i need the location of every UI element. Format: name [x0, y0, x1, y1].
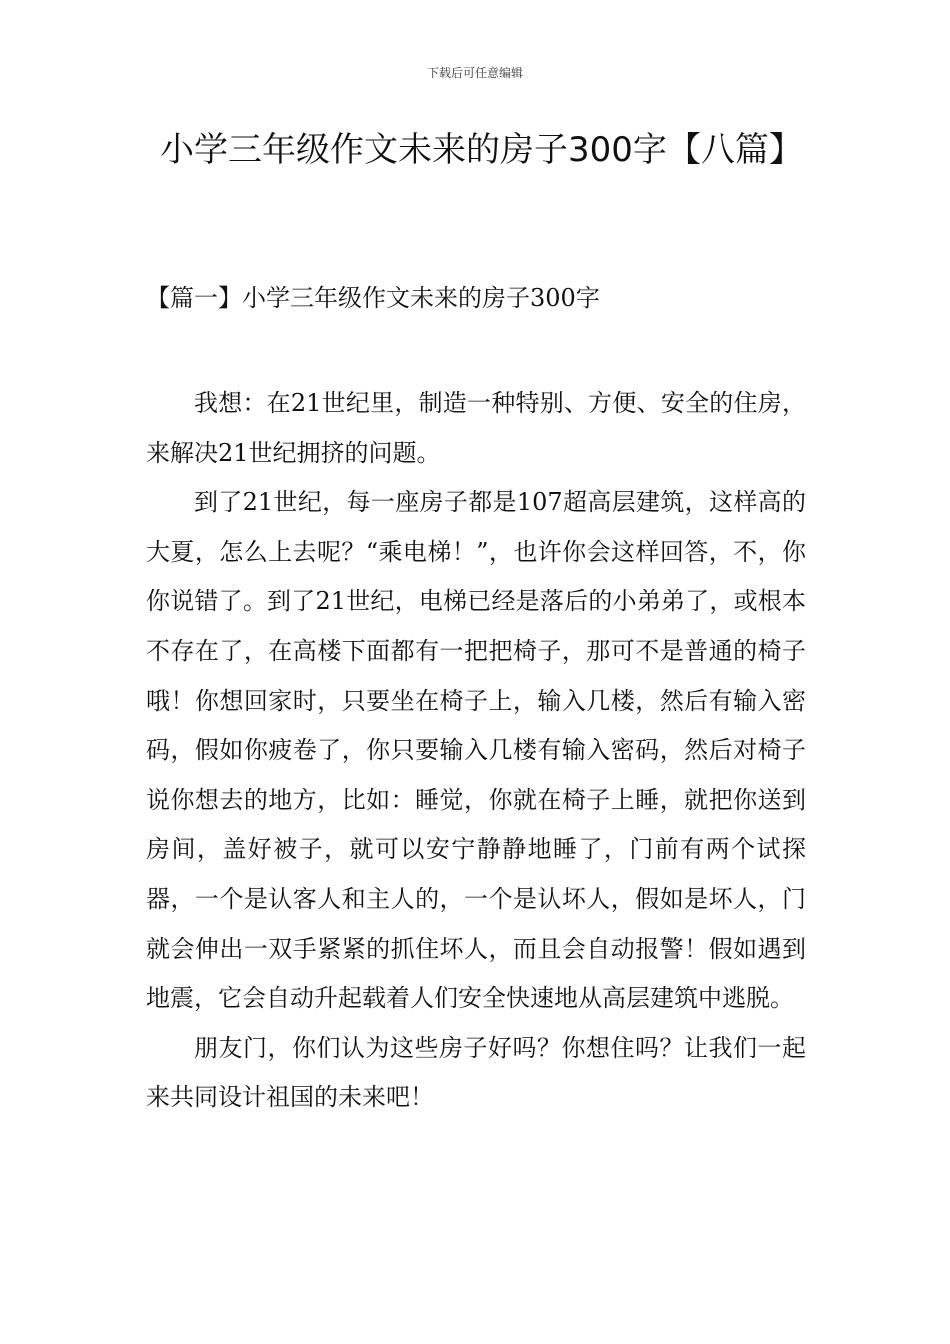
paragraph: 到了21世纪，每一座房子都是107超高层建筑，这样高的大夏，怎么上去呢？“乘电梯！”，也许你会这样回答，不，你你说错了。到了21世纪，电梯已经是落后的小弟弟了，或根本不存在了，在高楼下面都有一把把椅子，那可不是普通的椅子哦！你想回家时，只要坐在椅子上，输入几楼，然后有输入密码，假如你疲卷了，你只要输入几楼有输入密码，然后对椅子说你想去的地方，比如：睡觉，你就在椅子上睡，就把你送到房间，盖好被子，就可以安宁静静地睡了，门前有两个试探器，一个是认客人和主人的，一个是认坏人，假如是坏人，门就会伸出一双手紧紧的抓住坏人，而且会自动报警！假如遇到地震，它会自动升起载着人们安全快速地从高层建筑中逃脱。: [146, 488, 806, 1013]
section-heading: 【篇一】小学三年级作文未来的房子300字: [146, 284, 600, 312]
article-body: [146, 379, 806, 1123]
paragraph: 朋友门，你们认为这些房子好吗？你想住吗？让我们一起来共同设计祖国的未来吧！: [146, 1033, 806, 1112]
header-note: 下载后可任意编辑: [426, 66, 523, 80]
paragraph: 我想：在21世纪里，制造一种特别、方便、安全的住房，来解决21世纪拥挤的问题。: [146, 389, 806, 467]
document-title: 小学三年级作文未来的房子300字【八篇】: [160, 130, 803, 170]
